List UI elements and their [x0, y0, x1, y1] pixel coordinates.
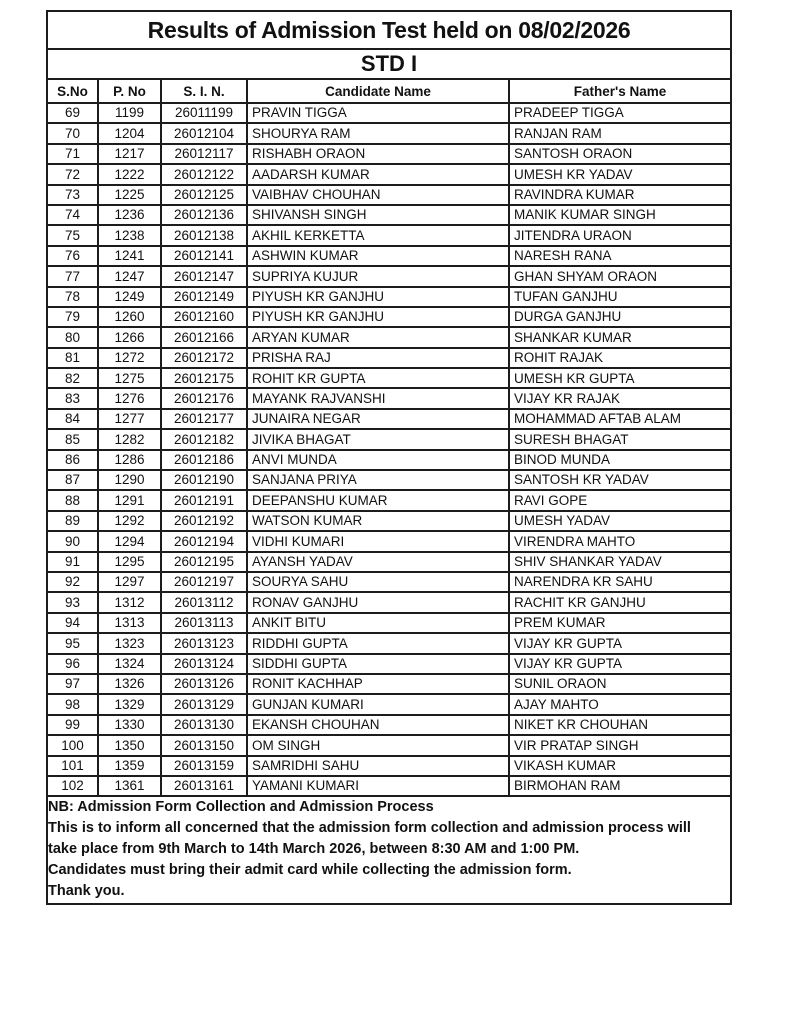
- father-name-cell: BIRMOHAN RAM: [509, 776, 731, 796]
- table-row: [47, 756, 731, 776]
- sno-cell: 80: [47, 327, 98, 347]
- candidate-name-cell: PRISHA RAJ: [247, 348, 509, 368]
- sin-cell: 26012147: [161, 266, 247, 286]
- pno-cell: 1313: [98, 613, 161, 633]
- candidate-name-cell: YAMANI KUMARI: [247, 776, 509, 796]
- pno-cell: 1361: [98, 776, 161, 796]
- table-row: [47, 450, 731, 470]
- subtitle-row: [47, 49, 731, 79]
- column-header-father-name: Father's Name: [509, 79, 731, 103]
- pno-cell: 1294: [98, 531, 161, 551]
- sno-cell: 77: [47, 266, 98, 286]
- sno-cell: 75: [47, 225, 98, 245]
- sno-cell: 92: [47, 572, 98, 592]
- sin-cell: 26012191: [161, 490, 247, 510]
- pno-cell: 1350: [98, 735, 161, 755]
- father-name-cell: RACHIT KR GANJHU: [509, 592, 731, 612]
- candidate-name-cell: JIVIKA BHAGAT: [247, 429, 509, 449]
- notice-section: [47, 796, 731, 904]
- results-table-body: [47, 103, 731, 796]
- notice-line: take place from 9th March to 14th March 2026, between 8:30 AM and 1:00 PM.: [48, 841, 580, 858]
- father-name-cell: VIKASH KUMAR: [509, 756, 731, 776]
- candidate-name-cell: PRAVIN TIGGA: [247, 103, 509, 123]
- pno-cell: 1329: [98, 694, 161, 714]
- sin-cell: 26012117: [161, 144, 247, 164]
- pno-cell: 1297: [98, 572, 161, 592]
- sno-cell: 89: [47, 511, 98, 531]
- table-row: [47, 164, 731, 184]
- pno-cell: 1282: [98, 429, 161, 449]
- candidate-name-cell: AYANSH YADAV: [247, 552, 509, 572]
- sno-cell: 72: [47, 164, 98, 184]
- sin-cell: 26013159: [161, 756, 247, 776]
- pno-cell: 1217: [98, 144, 161, 164]
- sno-cell: 81: [47, 348, 98, 368]
- sin-cell: 26012186: [161, 450, 247, 470]
- sno-cell: 83: [47, 388, 98, 408]
- father-name-cell: VIJAY KR GUPTA: [509, 654, 731, 674]
- pno-cell: 1249: [98, 287, 161, 307]
- pno-cell: 1266: [98, 327, 161, 347]
- sin-cell: 26012138: [161, 225, 247, 245]
- pno-cell: 1225: [98, 185, 161, 205]
- father-name-cell: VIRENDRA MAHTO: [509, 531, 731, 551]
- candidate-name-cell: ANKIT BITU: [247, 613, 509, 633]
- father-name-cell: SUNIL ORAON: [509, 674, 731, 694]
- sin-cell: 26013129: [161, 694, 247, 714]
- candidate-name-cell: JUNAIRA NEGAR: [247, 409, 509, 429]
- pno-cell: 1286: [98, 450, 161, 470]
- sno-cell: 98: [47, 694, 98, 714]
- sin-cell: 26012149: [161, 287, 247, 307]
- sno-cell: 99: [47, 715, 98, 735]
- pno-cell: 1238: [98, 225, 161, 245]
- father-name-cell: SURESH BHAGAT: [509, 429, 731, 449]
- sno-cell: 79: [47, 307, 98, 327]
- sin-cell: 26012136: [161, 205, 247, 225]
- table-row: [47, 409, 731, 429]
- sno-cell: 88: [47, 490, 98, 510]
- father-name-cell: VIJAY KR RAJAK: [509, 388, 731, 408]
- sin-cell: 26012104: [161, 123, 247, 143]
- sin-cell: 26013161: [161, 776, 247, 796]
- sin-cell: 26012194: [161, 531, 247, 551]
- candidate-name-cell: VAIBHAV CHOUHAN: [247, 185, 509, 205]
- pno-cell: 1275: [98, 368, 161, 388]
- table-row: [47, 307, 731, 327]
- candidate-name-cell: WATSON KUMAR: [247, 511, 509, 531]
- table-row: [47, 694, 731, 714]
- title-row: [47, 11, 731, 49]
- sin-cell: 26012192: [161, 511, 247, 531]
- table-row: [47, 327, 731, 347]
- results-table: [46, 10, 732, 905]
- father-name-cell: MANIK KUMAR SINGH: [509, 205, 731, 225]
- table-row: [47, 266, 731, 286]
- table-row: [47, 592, 731, 612]
- table-row: [47, 103, 731, 123]
- pno-cell: 1247: [98, 266, 161, 286]
- sno-cell: 91: [47, 552, 98, 572]
- sin-cell: 26012160: [161, 307, 247, 327]
- father-name-cell: AJAY MAHTO: [509, 694, 731, 714]
- table-row: [47, 348, 731, 368]
- table-row: [47, 633, 731, 653]
- father-name-cell: BINOD MUNDA: [509, 450, 731, 470]
- candidate-name-cell: DEEPANSHU KUMAR: [247, 490, 509, 510]
- candidate-name-cell: PIYUSH KR GANJHU: [247, 287, 509, 307]
- father-name-cell: MOHAMMAD AFTAB ALAM: [509, 409, 731, 429]
- table-row: [47, 572, 731, 592]
- sin-cell: 26012182: [161, 429, 247, 449]
- candidate-name-cell: RIDDHI GUPTA: [247, 633, 509, 653]
- pno-cell: 1324: [98, 654, 161, 674]
- pno-cell: 1260: [98, 307, 161, 327]
- table-row: [47, 144, 731, 164]
- father-name-cell: SHIV SHANKAR YADAV: [509, 552, 731, 572]
- sno-cell: 93: [47, 592, 98, 612]
- sin-cell: 26012125: [161, 185, 247, 205]
- table-row: [47, 185, 731, 205]
- candidate-name-cell: SAMRIDHI SAHU: [247, 756, 509, 776]
- candidate-name-cell: SIDDHI GUPTA: [247, 654, 509, 674]
- table-row: [47, 776, 731, 796]
- table-row: [47, 470, 731, 490]
- table-row: [47, 368, 731, 388]
- sno-cell: 85: [47, 429, 98, 449]
- sin-cell: 26012122: [161, 164, 247, 184]
- candidate-name-cell: SHIVANSH SINGH: [247, 205, 509, 225]
- table-row: [47, 715, 731, 735]
- sin-cell: 26013126: [161, 674, 247, 694]
- sno-cell: 86: [47, 450, 98, 470]
- sno-cell: 70: [47, 123, 98, 143]
- sno-cell: 95: [47, 633, 98, 653]
- father-name-cell: UMESH KR GUPTA: [509, 368, 731, 388]
- sin-cell: 26012176: [161, 388, 247, 408]
- pno-cell: 1241: [98, 246, 161, 266]
- sin-cell: 26013150: [161, 735, 247, 755]
- sin-cell: 26012177: [161, 409, 247, 429]
- father-name-cell: PREM KUMAR: [509, 613, 731, 633]
- candidate-name-cell: ARYAN KUMAR: [247, 327, 509, 347]
- table-row: [47, 552, 731, 572]
- table-row: [47, 511, 731, 531]
- candidate-name-cell: EKANSH CHOUHAN: [247, 715, 509, 735]
- pno-cell: 1323: [98, 633, 161, 653]
- sin-cell: 26013123: [161, 633, 247, 653]
- pno-cell: 1330: [98, 715, 161, 735]
- table-row: [47, 654, 731, 674]
- candidate-name-cell: RISHABH ORAON: [247, 144, 509, 164]
- sno-cell: 74: [47, 205, 98, 225]
- column-header-sno: S.No: [47, 79, 98, 103]
- father-name-cell: DURGA GANJHU: [509, 307, 731, 327]
- sno-cell: 69: [47, 103, 98, 123]
- pno-cell: 1326: [98, 674, 161, 694]
- candidate-name-cell: RONIT KACHHAP: [247, 674, 509, 694]
- table-row: [47, 531, 731, 551]
- sno-cell: 82: [47, 368, 98, 388]
- sin-cell: 26012166: [161, 327, 247, 347]
- sin-cell: 26013124: [161, 654, 247, 674]
- sin-cell: 26012175: [161, 368, 247, 388]
- pno-cell: 1312: [98, 592, 161, 612]
- father-name-cell: RAVINDRA KUMAR: [509, 185, 731, 205]
- candidate-name-cell: AADARSH KUMAR: [247, 164, 509, 184]
- candidate-name-cell: MAYANK RAJVANSHI: [247, 388, 509, 408]
- sin-cell: 26012190: [161, 470, 247, 490]
- pno-cell: 1276: [98, 388, 161, 408]
- candidate-name-cell: AKHIL KERKETTA: [247, 225, 509, 245]
- candidate-name-cell: SHOURYA RAM: [247, 123, 509, 143]
- candidate-name-cell: ANVI MUNDA: [247, 450, 509, 470]
- pno-cell: 1292: [98, 511, 161, 531]
- father-name-cell: SANTOSH ORAON: [509, 144, 731, 164]
- candidate-name-cell: SANJANA PRIYA: [247, 470, 509, 490]
- father-name-cell: VIR PRATAP SINGH: [509, 735, 731, 755]
- candidate-name-cell: SOURYA SAHU: [247, 572, 509, 592]
- table-row: [47, 613, 731, 633]
- sno-cell: 78: [47, 287, 98, 307]
- pno-cell: 1290: [98, 470, 161, 490]
- notice-line: Thank you.: [48, 883, 125, 900]
- sno-cell: 84: [47, 409, 98, 429]
- father-name-cell: NIKET KR CHOUHAN: [509, 715, 731, 735]
- column-header-candidate-name: Candidate Name: [247, 79, 509, 103]
- column-header-sin: S. I. N.: [161, 79, 247, 103]
- sin-cell: 26013113: [161, 613, 247, 633]
- father-name-cell: PRADEEP TIGGA: [509, 103, 731, 123]
- sno-cell: 101: [47, 756, 98, 776]
- sno-cell: 97: [47, 674, 98, 694]
- document-title: Results of Admission Test held on 08/02/2026: [47, 11, 731, 49]
- sin-cell: 26013130: [161, 715, 247, 735]
- pno-cell: 1222: [98, 164, 161, 184]
- sno-cell: 76: [47, 246, 98, 266]
- candidate-name-cell: VIDHI KUMARI: [247, 531, 509, 551]
- table-row: [47, 735, 731, 755]
- column-header-pno: P. No: [98, 79, 161, 103]
- sno-cell: 94: [47, 613, 98, 633]
- sno-cell: 73: [47, 185, 98, 205]
- pno-cell: 1295: [98, 552, 161, 572]
- sno-cell: 102: [47, 776, 98, 796]
- pno-cell: 1291: [98, 490, 161, 510]
- notice-line: This is to inform all concerned that the admission form collection and admission process will: [48, 820, 691, 837]
- sno-cell: 96: [47, 654, 98, 674]
- table-row: [47, 287, 731, 307]
- father-name-cell: GHAN SHYAM ORAON: [509, 266, 731, 286]
- pno-cell: 1236: [98, 205, 161, 225]
- sno-cell: 90: [47, 531, 98, 551]
- candidate-name-cell: PIYUSH KR GANJHU: [247, 307, 509, 327]
- sin-cell: 26012141: [161, 246, 247, 266]
- pno-cell: 1199: [98, 103, 161, 123]
- father-name-cell: UMESH KR YADAV: [509, 164, 731, 184]
- candidate-name-cell: ROHIT KR GUPTA: [247, 368, 509, 388]
- sno-cell: 100: [47, 735, 98, 755]
- sin-cell: 26011199: [161, 103, 247, 123]
- table-row: [47, 123, 731, 143]
- candidate-name-cell: RONAV GANJHU: [247, 592, 509, 612]
- candidate-name-cell: ASHWIN KUMAR: [247, 246, 509, 266]
- notice-row: [47, 796, 731, 904]
- father-name-cell: UMESH YADAV: [509, 511, 731, 531]
- class-subtitle: STD I: [47, 49, 731, 79]
- father-name-cell: NARENDRA KR SAHU: [509, 572, 731, 592]
- pno-cell: 1359: [98, 756, 161, 776]
- table-row: [47, 205, 731, 225]
- table-row: [47, 225, 731, 245]
- table-row: [47, 388, 731, 408]
- father-name-cell: RAVI GOPE: [509, 490, 731, 510]
- father-name-cell: JITENDRA URAON: [509, 225, 731, 245]
- pno-cell: 1204: [98, 123, 161, 143]
- pno-cell: 1277: [98, 409, 161, 429]
- notice-body: [48, 818, 730, 902]
- notice-heading: NB: Admission Form Collection and Admission Process: [48, 799, 434, 816]
- sno-cell: 87: [47, 470, 98, 490]
- candidate-name-cell: GUNJAN KUMARI: [247, 694, 509, 714]
- father-name-cell: NARESH RANA: [509, 246, 731, 266]
- father-name-cell: SANTOSH KR YADAV: [509, 470, 731, 490]
- table-row: [47, 490, 731, 510]
- candidate-name-cell: OM SINGH: [247, 735, 509, 755]
- sin-cell: 26012197: [161, 572, 247, 592]
- notice-line: Candidates must bring their admit card while collecting the admission form.: [48, 862, 572, 879]
- table-row: [47, 246, 731, 266]
- father-name-cell: RANJAN RAM: [509, 123, 731, 143]
- candidate-name-cell: SUPRIYA KUJUR: [247, 266, 509, 286]
- pno-cell: 1272: [98, 348, 161, 368]
- sin-cell: 26012195: [161, 552, 247, 572]
- sin-cell: 26012172: [161, 348, 247, 368]
- table-row: [47, 674, 731, 694]
- father-name-cell: VIJAY KR GUPTA: [509, 633, 731, 653]
- sno-cell: 71: [47, 144, 98, 164]
- column-header-row: [47, 79, 731, 103]
- table-row: [47, 429, 731, 449]
- father-name-cell: TUFAN GANJHU: [509, 287, 731, 307]
- sin-cell: 26013112: [161, 592, 247, 612]
- father-name-cell: SHANKAR KUMAR: [509, 327, 731, 347]
- father-name-cell: ROHIT RAJAK: [509, 348, 731, 368]
